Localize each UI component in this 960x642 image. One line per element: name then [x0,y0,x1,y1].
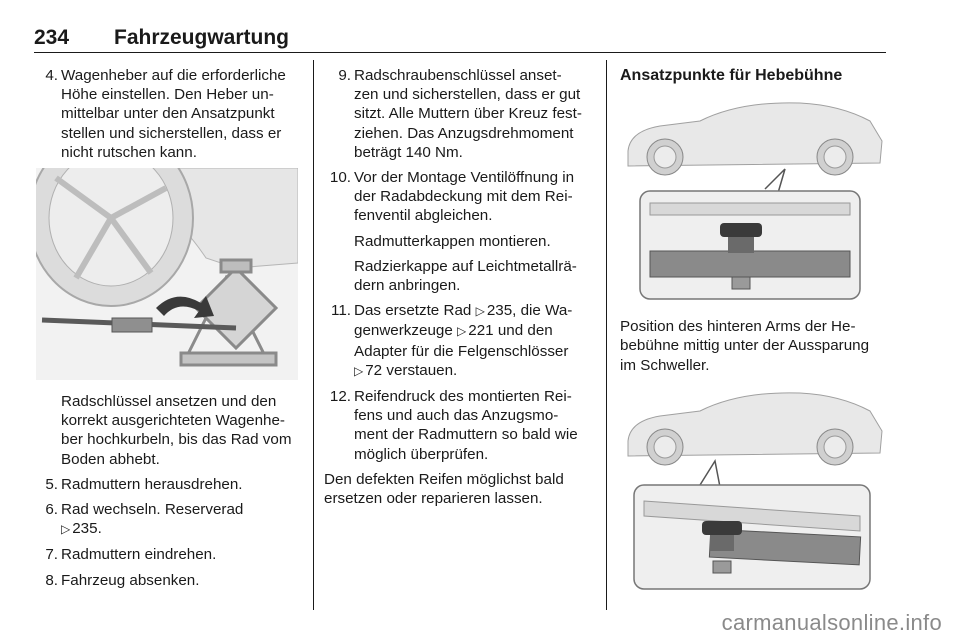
column-divider-2 [606,60,607,610]
list-item-step-5: 5. Radmuttern herausdrehen. [45,475,243,493]
list-item-step-9: 9. Radschraubenschlüssel anset- zen und sicherstellen, dass er gut sitzt. Alle Muttern über Kreuz fest- ziehen. Das Anzugsdrehmoment beträgt 140 Nm. [338,67,582,161]
car-lift-front-illustration [620,91,888,303]
lift-caption: Position des hinteren Arms der He- bebühne mittig unter der Aussparung im Schweller. [620,318,870,374]
column-1 [36,66,301,596]
jack-illustration [36,168,298,380]
list-item-step-11: 11. Das ersetzte Rad ▷ 235, die Wa- genwerkzeuge ▷ 221 und den Adapter für die Felgenschlösser ▷ 72 verstauen. [331,302,573,379]
lift-point-illustration-2 [620,381,888,593]
sub-paragraph-nut-caps: Radmutterkappen montieren. [354,232,551,250]
list-item-step-10: 10. Vor der Montage Ventilöffnung in der Radabdeckung mit dem Rei- fenventil abgleichen. [329,169,575,225]
sub-paragraph-hubcap: Radzierkappe auf Leichtmetallrä- dern anbringen. [354,257,577,295]
list-item-step-7: 7. Radmuttern eindrehen. [45,546,217,564]
closing-paragraph: Den defekten Reifen möglichst bald ersetzen oder reparieren lassen. [324,470,564,508]
page-reference-icon: ▷ [475,304,485,319]
lift-point-illustration-1 [620,91,888,303]
jack-wheel-illustration [36,168,298,380]
list-item-step-8: 8. Fahrzeug absenken. [45,571,200,589]
page-number: 234 [34,26,70,49]
chapter-title: Fahrzeugwartung [114,26,290,49]
page-reference-icon: ▷ [61,522,71,537]
column-2 [324,66,590,514]
section-title: Ansatzpunkte für Hebebühne [620,67,843,84]
page-reference-icon: ▷ [457,324,467,339]
car-lift-rear-illustration [620,381,888,593]
list-item-step-6: 6. Rad wechseln. Reserverad ▷ 235. [45,501,244,538]
watermark: carmanualsonline.info [721,610,942,635]
page-reference-icon: ▷ [354,363,364,378]
list-item-step-12: 12. Reifendruck des montierten Rei- fens und auch das Anzugsmo- ment der Radmuttern so bald wie möglich überprüfen. [329,388,578,463]
page-header [34,26,886,53]
list-item-step-4: 4. Wagenheber auf die erforderliche Höhe einstellen. Den Heber un- mittelbar unter den Ansatzpunkt stellen und sicherstellen, dass er nicht rutschen kann. [45,67,286,161]
jack-caption: Radschlüssel ansetzen und den korrekt ausgerichteten Wagenhe- ber hochkurbeln, bis das Rad vom Boden abhebt. [61,393,292,468]
column-3 [620,66,888,607]
column-divider-1 [313,60,314,610]
